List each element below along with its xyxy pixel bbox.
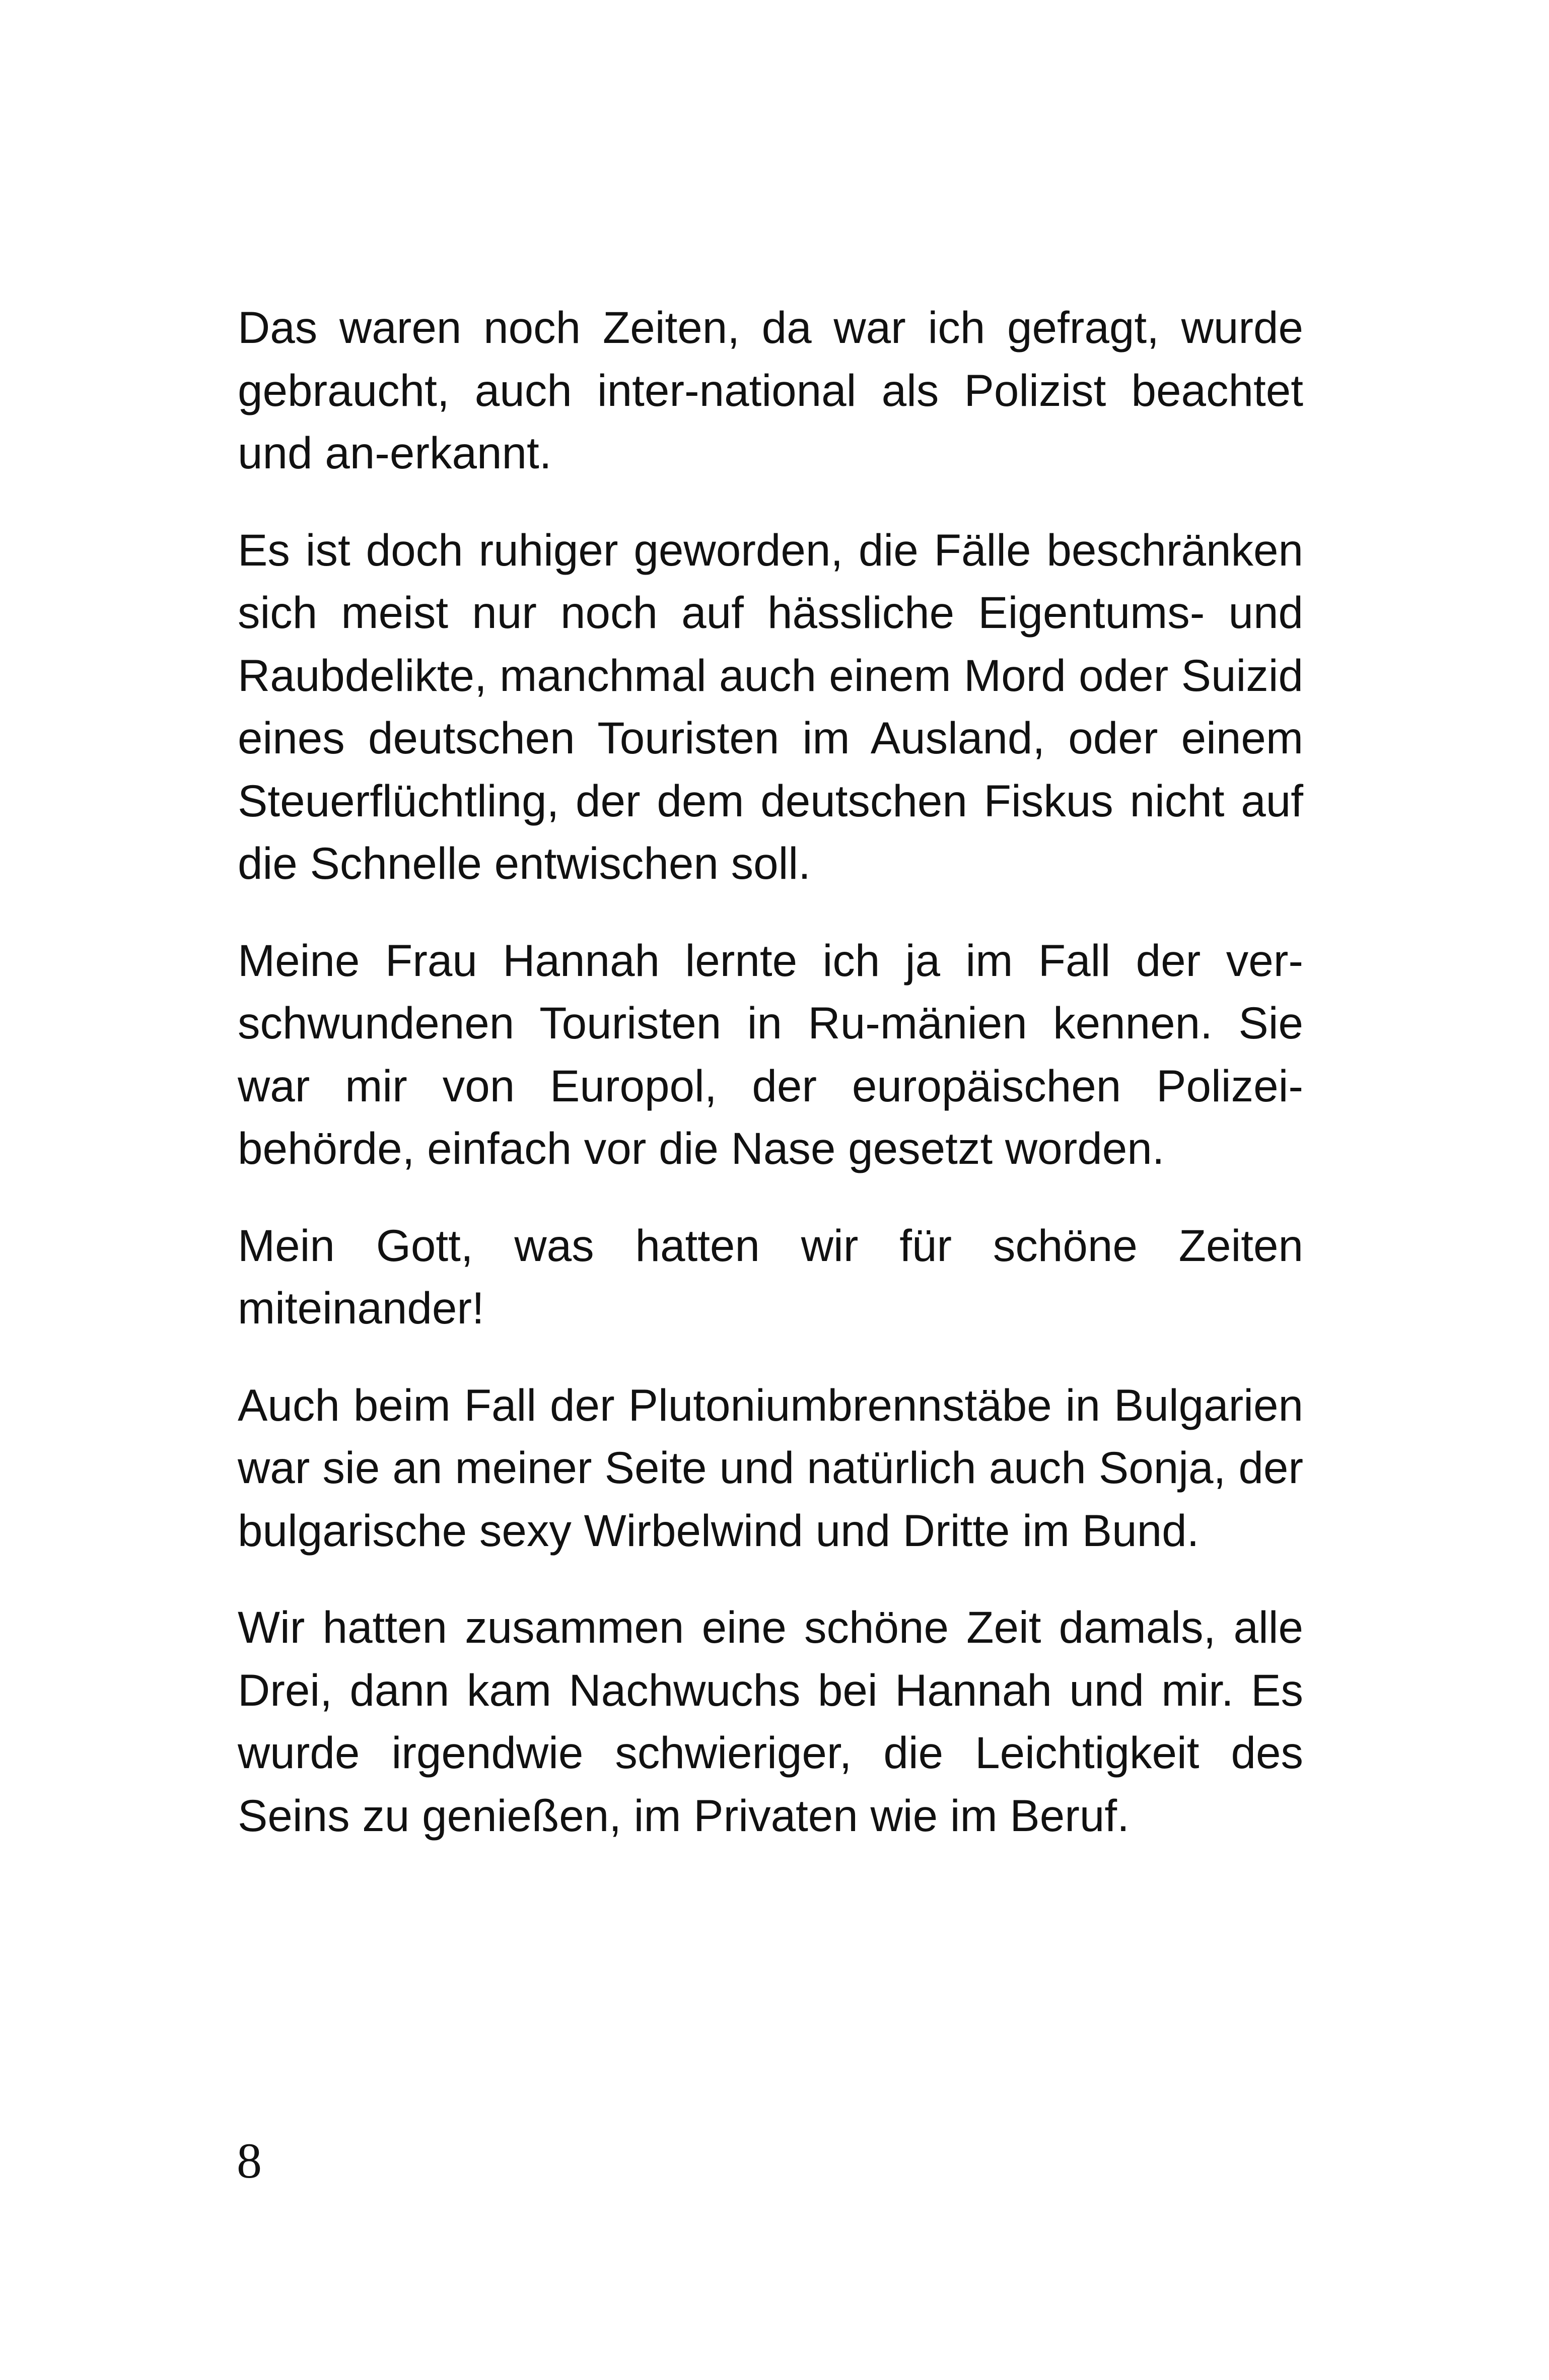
body-text [238,296,1303,1881]
paragraph-4: Mein Gott, was hatten wir für schöne Zeiten miteinander! [238,1220,1303,1333]
paragraph-2: Es ist doch ruhiger geworden, die Fälle beschränken sich meist nur noch auf hässliche Eigentums- und Raubdelikte, manchmal auch einem Mord oder Suizid eines deutschen Touristen im Ausland, oder einem Steuerflüchtling, der dem deutschen Fiskus nicht auf die Schnelle entwischen soll. [238,524,1303,888]
paragraph-5: Auch beim Fall der Plutoniumbrennstäbe in Bulgarien war sie an meiner Seite und natürlich auch Sonja, der bulgarische sexy Wirbelwind und Dritte im Bund. [238,1379,1303,1556]
paragraph-6: Wir hatten zusammen eine schöne Zeit damals, alle Drei, dann kam Nachwuchs bei Hannah und mir. Es wurde irgendwie schwieriger, die Leichtigkeit des Seins zu genießen, im Privaten wie im Beruf. [238,1602,1303,1841]
paragraph-3: Meine Frau Hannah lernte ich ja im Fall der ver-schwundenen Touristen in Ru-mänien kennen. Sie war mir von Europol, der europäischen Polizei-behörde, einfach vor die Nase gesetzt worden. [238,935,1303,1173]
page-number: 8 [237,2133,262,2189]
paragraph-1: Das waren noch Zeiten, da war ich gefragt, wurde gebraucht, auch inter-national als Polizist beachtet und an-erkannt. [238,302,1303,478]
